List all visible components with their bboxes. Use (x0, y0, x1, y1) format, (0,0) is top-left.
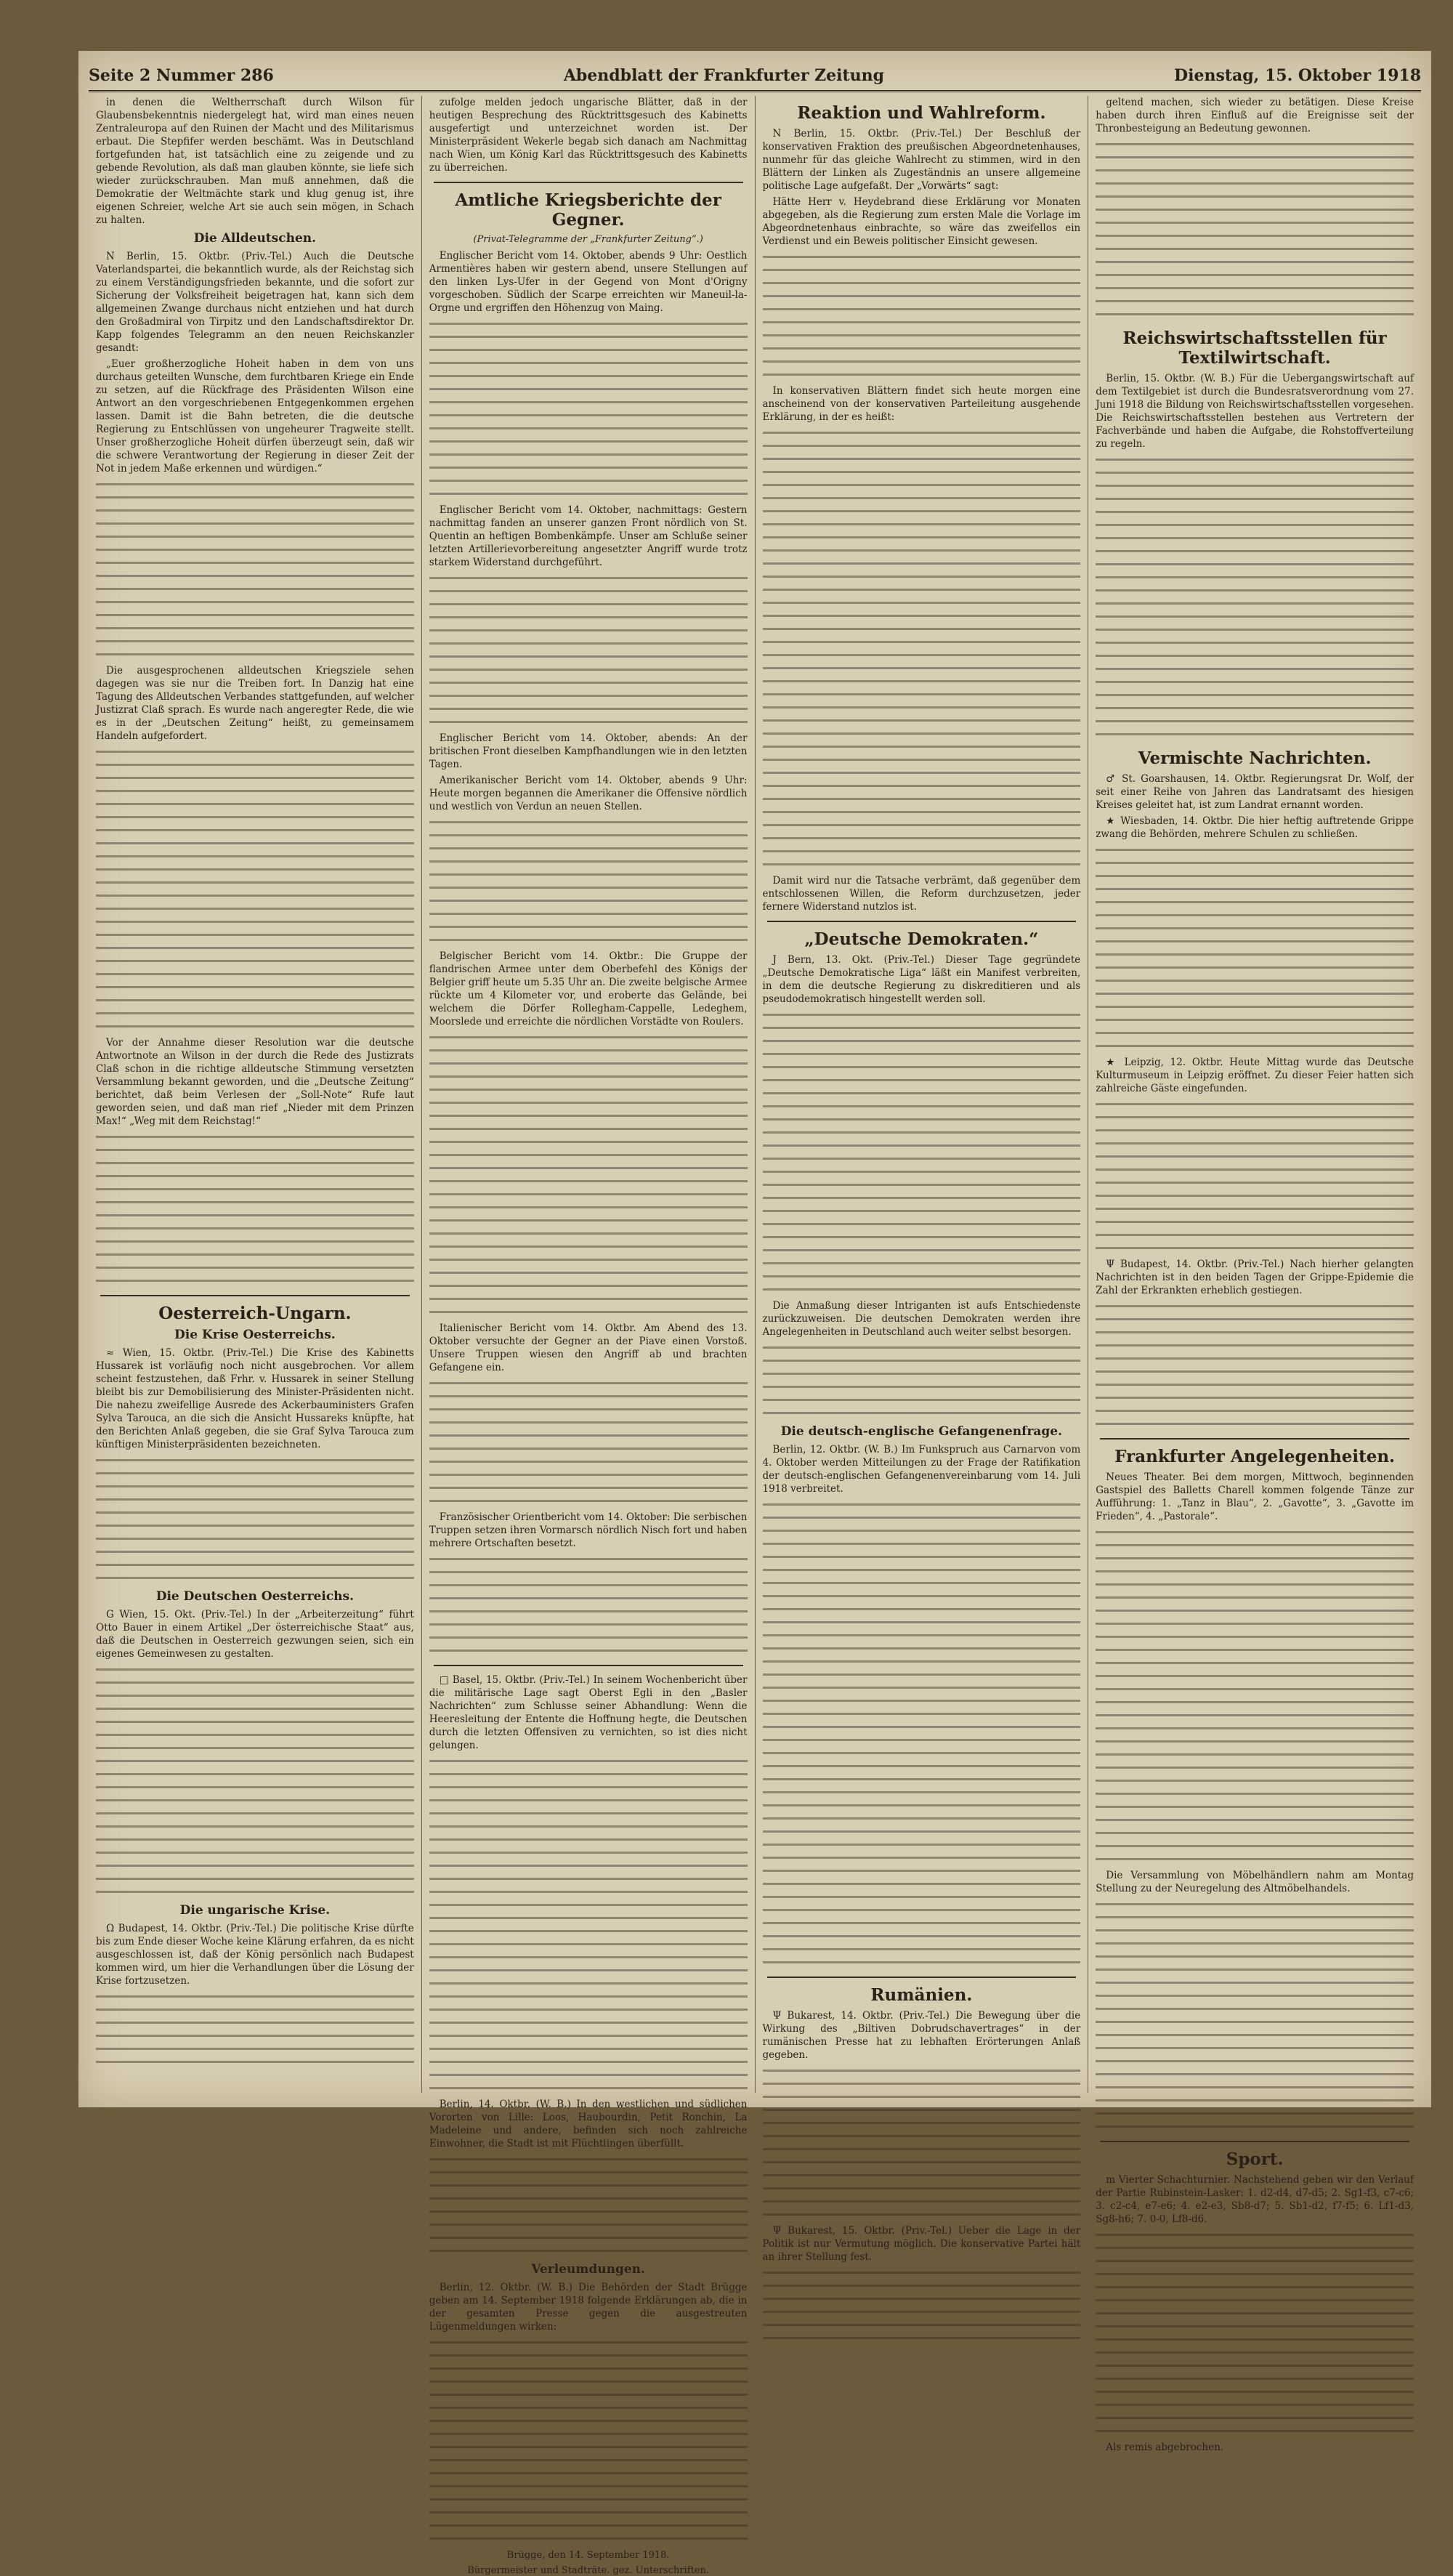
article-paragraph: zufolge melden jedoch ungarische Blätter, daß in der heutigen Besprechung des Rücktrittsgesuch des Kabinetts ausgefertigt und unterzeichnet worden ist. Der Ministerpräsident Wekerle begab sich danach am Nachmittag nach Wien, um König Karl das Rücktrittsgesuch des Kabinetts zu überreichen. (429, 97, 748, 174)
article-paragraph: Als remis abgebrochen. (1106, 2442, 1224, 2453)
section-note: (Privat-Telegramme der „Frankfurter Zeitung“.) (473, 234, 703, 245)
article-paragraph: Berlin, 12. Oktbr. (W. B.) Im Funkspruch aus Carnarvon vom 4. Oktober werden Mitteilungen zu der Frage der Ratifikation der deutsch-englischen Gefangenenvereinbarung vom 14. Juli 1918 verbreitet. (762, 1444, 1081, 1495)
header-date: Dienstag, 15. Oktober 1918 (1174, 66, 1421, 85)
text-lines (96, 1990, 414, 2069)
column-4 (1088, 96, 1421, 2453)
section-heading: „Deutsche Demokraten.“ (804, 929, 1039, 949)
section-heading: Amtliche Kriegsberichte der Gegner. (455, 190, 721, 230)
page-header (89, 61, 1421, 92)
article-paragraph: Ω Budapest, 14. Oktbr. (Priv.-Tel.) Die politische Krise dürfte bis zum Ende dieser Woche keine Klärung erfahren, da es nicht ausgeschlossen ist, daß der König persönlich nach Budapest kommen wird, um hier die Verhandlungen über die Lösung der Krise fortzusetzen. (96, 1923, 414, 1987)
text-lines (763, 1009, 1081, 1296)
text-lines (429, 816, 748, 947)
signature-line: Brügge, den 14. September 1918. (506, 2550, 670, 2561)
section-heading: Reichswirtschaftsstellen für Textilwirtschaft. (1122, 328, 1387, 368)
section-heading: Sport. (1226, 2149, 1284, 2169)
section-heading: Reaktion und Wahlreform. (797, 103, 1046, 123)
section-subheading: Verleumdungen. (531, 2262, 645, 2277)
article-paragraph: ≈ Wien, 15. Oktbr. (Priv.-Tel.) Die Krise des Kabinetts Hussarek ist vorläufig noch nicht ausgebrochen. Vor allem scheint festzustehen, daß Frhr. v. Hussarek in seiner Stellung bleibt bis zur Demobilisierung des Minister-Präsidenten nicht. Die nahezu zweifellige Ausrede des Ackerbauministers Grafen Sylva Tarouca, an die sich die Ansicht Hussareks knüpfte, hat den Berichten Anlaß gegeben, die sie Graf Sylva Tarouca zum künftigen Ministerpräsidenten bezeichneten. (96, 1347, 414, 1450)
text-lines (763, 1498, 1081, 1969)
text-lines (429, 1553, 748, 1658)
header-masthead: Abendblatt der Frankfurter Zeitung (563, 66, 885, 85)
text-lines (763, 1341, 1081, 1420)
section-subheading: Die deutsch-englische Gefangenenfrage. (780, 1424, 1063, 1439)
text-lines (763, 251, 1081, 381)
article-paragraph: Englischer Bericht vom 14. Oktober, nachmittags: Gestern nachmittag fanden an unserer ganzen Front nördlich von St. Quentin an heftigen Bombenkämpfe. Unser am Schluße seiner letzten Artillerievorbereitung angesetzter Angriff wurde trotz starkem Widerstand durchgeführt. (429, 504, 748, 568)
text-lines (429, 1755, 748, 2095)
article-paragraph: J Bern, 13. Okt. (Priv.-Tel.) Dieser Tage gegründete „Deutsche Demokratische Liga“ läßt ein Manifest verbreiten, in dem die deutsche Regierung zu diskreditieren und als pseudodemokratisch hingestellt werden soll. (762, 954, 1081, 1005)
section-subheading: Die Deutschen Oesterreichs. (155, 1589, 355, 1604)
text-lines (1096, 1098, 1414, 1255)
section-heading: Oesterreich-Ungarn. (158, 1304, 352, 1323)
article-paragraph: Französischer Orientbericht vom 14. Oktober: Die serbischen Truppen setzen ihren Vormarsch nördlich Nisch fort und haben mehrere Ortschaften besetzt. (429, 1511, 748, 1549)
column-3 (756, 96, 1089, 2263)
article-paragraph: Hätte Herr v. Heydebrand diese Erklärung vor Monaten abgegeben, als die Regierung zum ersten Male die Vorlage im Abgeordnetenhaus einbrachte, so wäre das zweifellos ein Verdienst und ein Beweis politischer Einsicht gewesen. (762, 196, 1081, 247)
column-rule (434, 1665, 743, 1666)
article-paragraph: G Wien, 15. Okt. (Priv.-Tel.) In der „Arbeiterzeitung“ führt Otto Bauer in einem Artikel „Der österreichische Staat“ aus, daß die Deutschen in Oesterreich gezwungen seien, sich ein eigenes Gemeinwesen zu gestalten. (96, 1609, 414, 1660)
column-2 (422, 96, 756, 2576)
article-paragraph: ★ Wiesbaden, 14. Oktbr. Die hier heftig auftretende Grippe zwang die Behörden, mehrere Schulen zu schließen. (1096, 815, 1414, 840)
section-subheading: Die Krise Oesterreichs. (174, 1328, 336, 1342)
text-lines (1096, 1300, 1414, 1431)
article-paragraph: geltend machen, sich wieder zu betätigen. Diese Kreise haben durch ihren Einfluß auf die Ereignisse seit der Thronbesteigung an Bedeutung gewonnen. (1096, 97, 1414, 134)
column-rule (434, 182, 743, 183)
signature-line: Bürgermeister und Stadträte. gez. Unterschriften. (467, 2565, 710, 2576)
text-lines (96, 478, 414, 661)
text-columns (89, 96, 1421, 2576)
column-rule (767, 921, 1077, 922)
article-paragraph: Ψ Budapest, 14. Oktbr. (Priv.-Tel.) Nach hierher gelangten Nachrichten ist in den beiden Tagen der Grippe-Epidemie die Zahl der Erkrankten erheblich gestiegen. (1096, 1259, 1414, 1296)
text-lines (429, 318, 748, 501)
article-paragraph: Die Versammlung von Möbelhändlern nahm am Montag Stellung zu der Neuregelung des Altmöbelhandels. (1096, 1870, 1414, 1894)
column-rule (100, 1295, 410, 1296)
article-paragraph: N Berlin, 15. Oktbr. (Priv.-Tel.) Der Beschluß der konservativen Fraktion des preußischen Abgeordnetenhauses, nunmehr für das gleiche Wahlrecht zu stimmen, wird in den Blättern der Linken als Zugeständnis an unsere allgemeine politische Lage aufgefaßt. Der „Vorwärts“ sagt: (762, 128, 1081, 192)
article-paragraph: „Euer großherzogliche Hoheit haben in dem von uns durchaus geteilten Wunsche, dem furchtbaren Kriege ein Ende zu setzen, auf die Rückfrage des Präsidenten Wilson eine Antwort an den vorgeschriebenen Entgegenkommen ergehen lassen. Damit ist die Bahn betreten, die die deutsche Regierung zu Entschlüssen von ungeheurer Tragweite stellt. Unser großherzogliche Hoheit dürfen überzeugt sein, daß wir die schwere Verantwortung der Regierung in dieser Zeit der Not in jedem Maße erkennen und würdigen.“ (96, 358, 414, 475)
article-paragraph: Englischer Bericht vom 14. Oktober, abends 9 Uhr: Oestlich Armentières haben wir gestern abend, unsere Stellungen auf den linken Lys-Ufer in der Gegend von Mont d'Origny vorgeschoben. Südlich der Scarpe erreichten wir Maneuil-la-Orgne und ergriffen den Höhenzug von Maing. (429, 250, 748, 314)
text-lines (96, 1663, 414, 1899)
article-paragraph: m Vierter Schachturnier. Nachstehend geben wir den Verlauf der Partie Rubinstein-Lasker: 1. d2-d4, d7-d5; 2. Sg1-f3, c7-c6; 3. c2-c4, e7-e6; 4. e2-e3, Sb8-d7; 5. Sb1-d2, f7-f5; 6. Lf1-d3, Sg8-h6; 7. 0-0, Lf8-d6. (1096, 2174, 1414, 2225)
article-paragraph: ♂ St. Goarshausen, 14. Oktbr. Regierungsrat Dr. Wolf, der seit einer Reihe von Jahren das Landratsamt des hiesigen Kreises geleitet hat, ist zum Landrat ernannt worden. (1096, 773, 1414, 811)
article-paragraph: N Berlin, 15. Oktbr. (Priv.-Tel.) Auch die Deutsche Vaterlandspartei, die bekanntlich wurde, als der Reichstag sich zu einem Verständigungsfrieden bekannte, und die sofort zur Sicherung der Volksfreiheit beigetragen hat, kann sich dem allgemeinen Zwange durchaus nicht entziehen und hat durch den Großadmiral von Tirpitz und den Landschaftsdirektor Dr. Kapp folgendes Telegramm an den neuen Reichskanzler gesandt: (96, 251, 414, 354)
text-lines (96, 1454, 414, 1585)
article-paragraph: Belgischer Bericht vom 14. Oktbr.: Die Gruppe der flandrischen Armee unter dem Oberbefehl des Königs der Belgier griff heute um 5.35 Uhr an. Die zweite belgische Armee rückte um 4 Kilometer vor, und eroberte das Gelände, bei welchem die Dörfer Rollegham-Cappelle, Ledeghem, Moorslede und erreichte die nördlichen Vorstädte von Roulers. (429, 950, 748, 1027)
article-paragraph: Italienischer Bericht vom 14. Oktbr. Am Abend des 13. Oktober versuchte der Gegner an der Piave einen Vorstoß. Unsere Truppen wiesen den Angriff ab und brachten Gefangene ein. (429, 1323, 748, 1373)
article-paragraph: Die Anmaßung dieser Intriganten ist aufs Entschiedenste zurückzuweisen. Die deutschen Demokraten werden ihre Angelegenheiten in Deutschland auch weiter selbst besorgen. (762, 1300, 1081, 1338)
text-lines (429, 2336, 748, 2545)
article-paragraph: Neues Theater. Bei dem morgen, Mittwoch, beginnenden Gastspiel des Balletts Charell kommen folgende Tänze zur Aufführung: 1. „Tanz in Blau“, 2. „Gavotte“, 3. „Gavotte im Frieden“, 4. „Pastorale“. (1096, 1471, 1414, 1522)
text-lines (96, 746, 414, 1033)
article-paragraph: Berlin, 12. Oktbr. (W. B.) Die Behörden der Stadt Brügge geben am 14. September 1918 folgende Erklärungen ab, die in der gesamten Presse gegen die ausgestreuten Lügenmeldungen wirken: (429, 2282, 748, 2333)
text-lines (763, 427, 1081, 871)
section-subheading: Die Alldeutschen. (193, 231, 317, 246)
article-paragraph: In konservativen Blättern findet sich heute morgen eine anscheinend von der konservativen Parteileitung ausgehende Erklärung, in der es heißt: (762, 385, 1081, 423)
text-lines (429, 1031, 748, 1319)
article-paragraph: ★ Leipzig, 12. Oktbr. Heute Mittag wurde das Deutsche Kulturmuseum in Leipzig eröffnet. Zu dieser Feier hatten sich zahlreiche Gäste eingefunden. (1096, 1057, 1414, 1094)
text-lines (1096, 1526, 1414, 1866)
article-paragraph: Ψ Bukarest, 14. Oktbr. (Priv.-Tel.) Die Bewegung über die Wirkung des „Biltiven Dobrudschavertrages“ in der rumänischen Presse hat zu lebhaften Erörterungen Anlaß gegeben. (762, 2010, 1081, 2061)
article-paragraph: □ Basel, 15. Oktbr. (Priv.-Tel.) In seinem Wochenbericht über die militärische Lage sagt Oberst Egli in den „Basler Nachrichten“ zum Schlusse seiner Abhandlung: Wenn die Heeresleitung der Entente die Hoffnung hegte, die Deutschen durch die letzten Offensiven zu vernichten, so ist dies nicht gelungen. (429, 1674, 748, 1751)
text-lines (429, 1377, 748, 1508)
header-page-number: Seite 2 Nummer 286 (89, 66, 274, 85)
text-lines (1096, 453, 1414, 741)
text-lines (429, 572, 748, 729)
text-lines (96, 1131, 414, 1288)
text-lines (1096, 1898, 1414, 2133)
article-paragraph: Englischer Bericht vom 14. Oktober, abends: An der britischen Front dieselben Kampfhandlungen wie in den letzten Tagen. (429, 732, 748, 770)
column-rule (767, 1977, 1077, 1978)
column-rule (1100, 2141, 1409, 2142)
text-lines (1096, 2229, 1414, 2438)
article-paragraph: Die ausgesprochenen alldeutschen Kriegsziele sehen dagegen was sie nur die Treiben fort. In Danzig hat eine Tagung des Alldeutschen Verbandes stattgefunden, auf welcher Justizrat Claß sprach. Es wurde nach angeregter Rede, die wie es in der „Deutschen Zeitung“ heißt, zu gemeinsamem Handeln aufgefordert. (96, 665, 414, 742)
article-paragraph: Ψ Bukarest, 15. Oktbr. (Priv.-Tel.) Ueber die Lage in der Politik ist nur Vermutung möglich. Die konservative Partei hält an ihrer Stellung fest. (762, 2225, 1081, 2263)
newspaper-page (78, 51, 1431, 2576)
article-paragraph: Damit wird nur die Tatsache verbrämt, daß gegenüber dem entschlossenen Willen, die Reform durchzusetzen, jeder fernere Widerstand nutzlos ist. (762, 875, 1081, 913)
column-1 (89, 96, 422, 2093)
article-paragraph: Berlin, 14. Oktbr. (W. B.) In den westlichen und südlichen Vororten von Lille: Loos, Haubourdin, Petit Ronchin, La Madeleine und andere, befinden sich noch zahlreiche Einwohner, die Stadt ist mit Flüchtlingen überfüllt. (429, 2099, 748, 2149)
column-rule (1100, 1438, 1409, 1440)
section-heading: Frankfurter Angelegenheiten. (1114, 1447, 1396, 1466)
text-lines (763, 2266, 1081, 2345)
article-paragraph: Amerikanischer Bericht vom 14. Oktober, abends 9 Uhr: Heute morgen begannen die Amerikaner die Offensive nördlich und westlich von Verdun an neuen Stellen. (429, 775, 748, 812)
article-paragraph: Berlin, 15. Oktbr. (W. B.) Für die Uebergangswirtschaft auf dem Textilgebiet ist durch die Bundesratsverordnung vom 27. Juni 1918 die Bildung von Reichswirtschaftsstellen vorgesehen. Die Reichswirtschaftsstellen bestehen aus Vertretern der Fachverbände und haben die Aufgabe, die Rohstoffverteilung zu regeln. (1096, 373, 1414, 450)
text-lines (763, 2064, 1081, 2221)
section-heading: Vermischte Nachrichten. (1138, 748, 1372, 768)
text-lines (1096, 844, 1414, 1053)
article-paragraph: in denen die Weltherrschaft durch Wilson für Glaubensbekenntnis niedergelegt hat, wird man eines neuen Zentraleuropa auf den Ruinen der Macht und des Militarismus erbaut. Die Stepfifer werden beschämt. Was in Deutschland fortgefunden hat, ist tatsächlich eine zu zeigende und zu gebende Revolution, als daß man glauben könnte, sie liefe sich wieder zurückschrauben. Man muß annehmen, daß die Demokratie der Weltmächte stark und klug genug ist, ihre eigenen Schreier, welche Art sie auch sein mögen, in Schach zu halten. (96, 97, 414, 226)
section-subheading: Die ungarische Krise. (179, 1903, 331, 1918)
section-heading: Rumänien. (870, 1985, 973, 2005)
text-lines (1096, 138, 1414, 321)
text-lines (429, 2153, 748, 2258)
article-paragraph: Vor der Annahme dieser Resolution war die deutsche Antwortnote an Wilson in der durch die Rede des Justizrats Claß schon in die richtige alldeutsche Stimmung versetzten Versammlung bekannt geworden, und die „Deutsche Zeitung“ berichtet, daß beim Verlesen der „Soll-Note“ Rufe laut geworden seien, und daß man rief „Nieder mit dem Prinzen Max!“ „Weg mit dem Reichstag!“ (96, 1037, 414, 1127)
